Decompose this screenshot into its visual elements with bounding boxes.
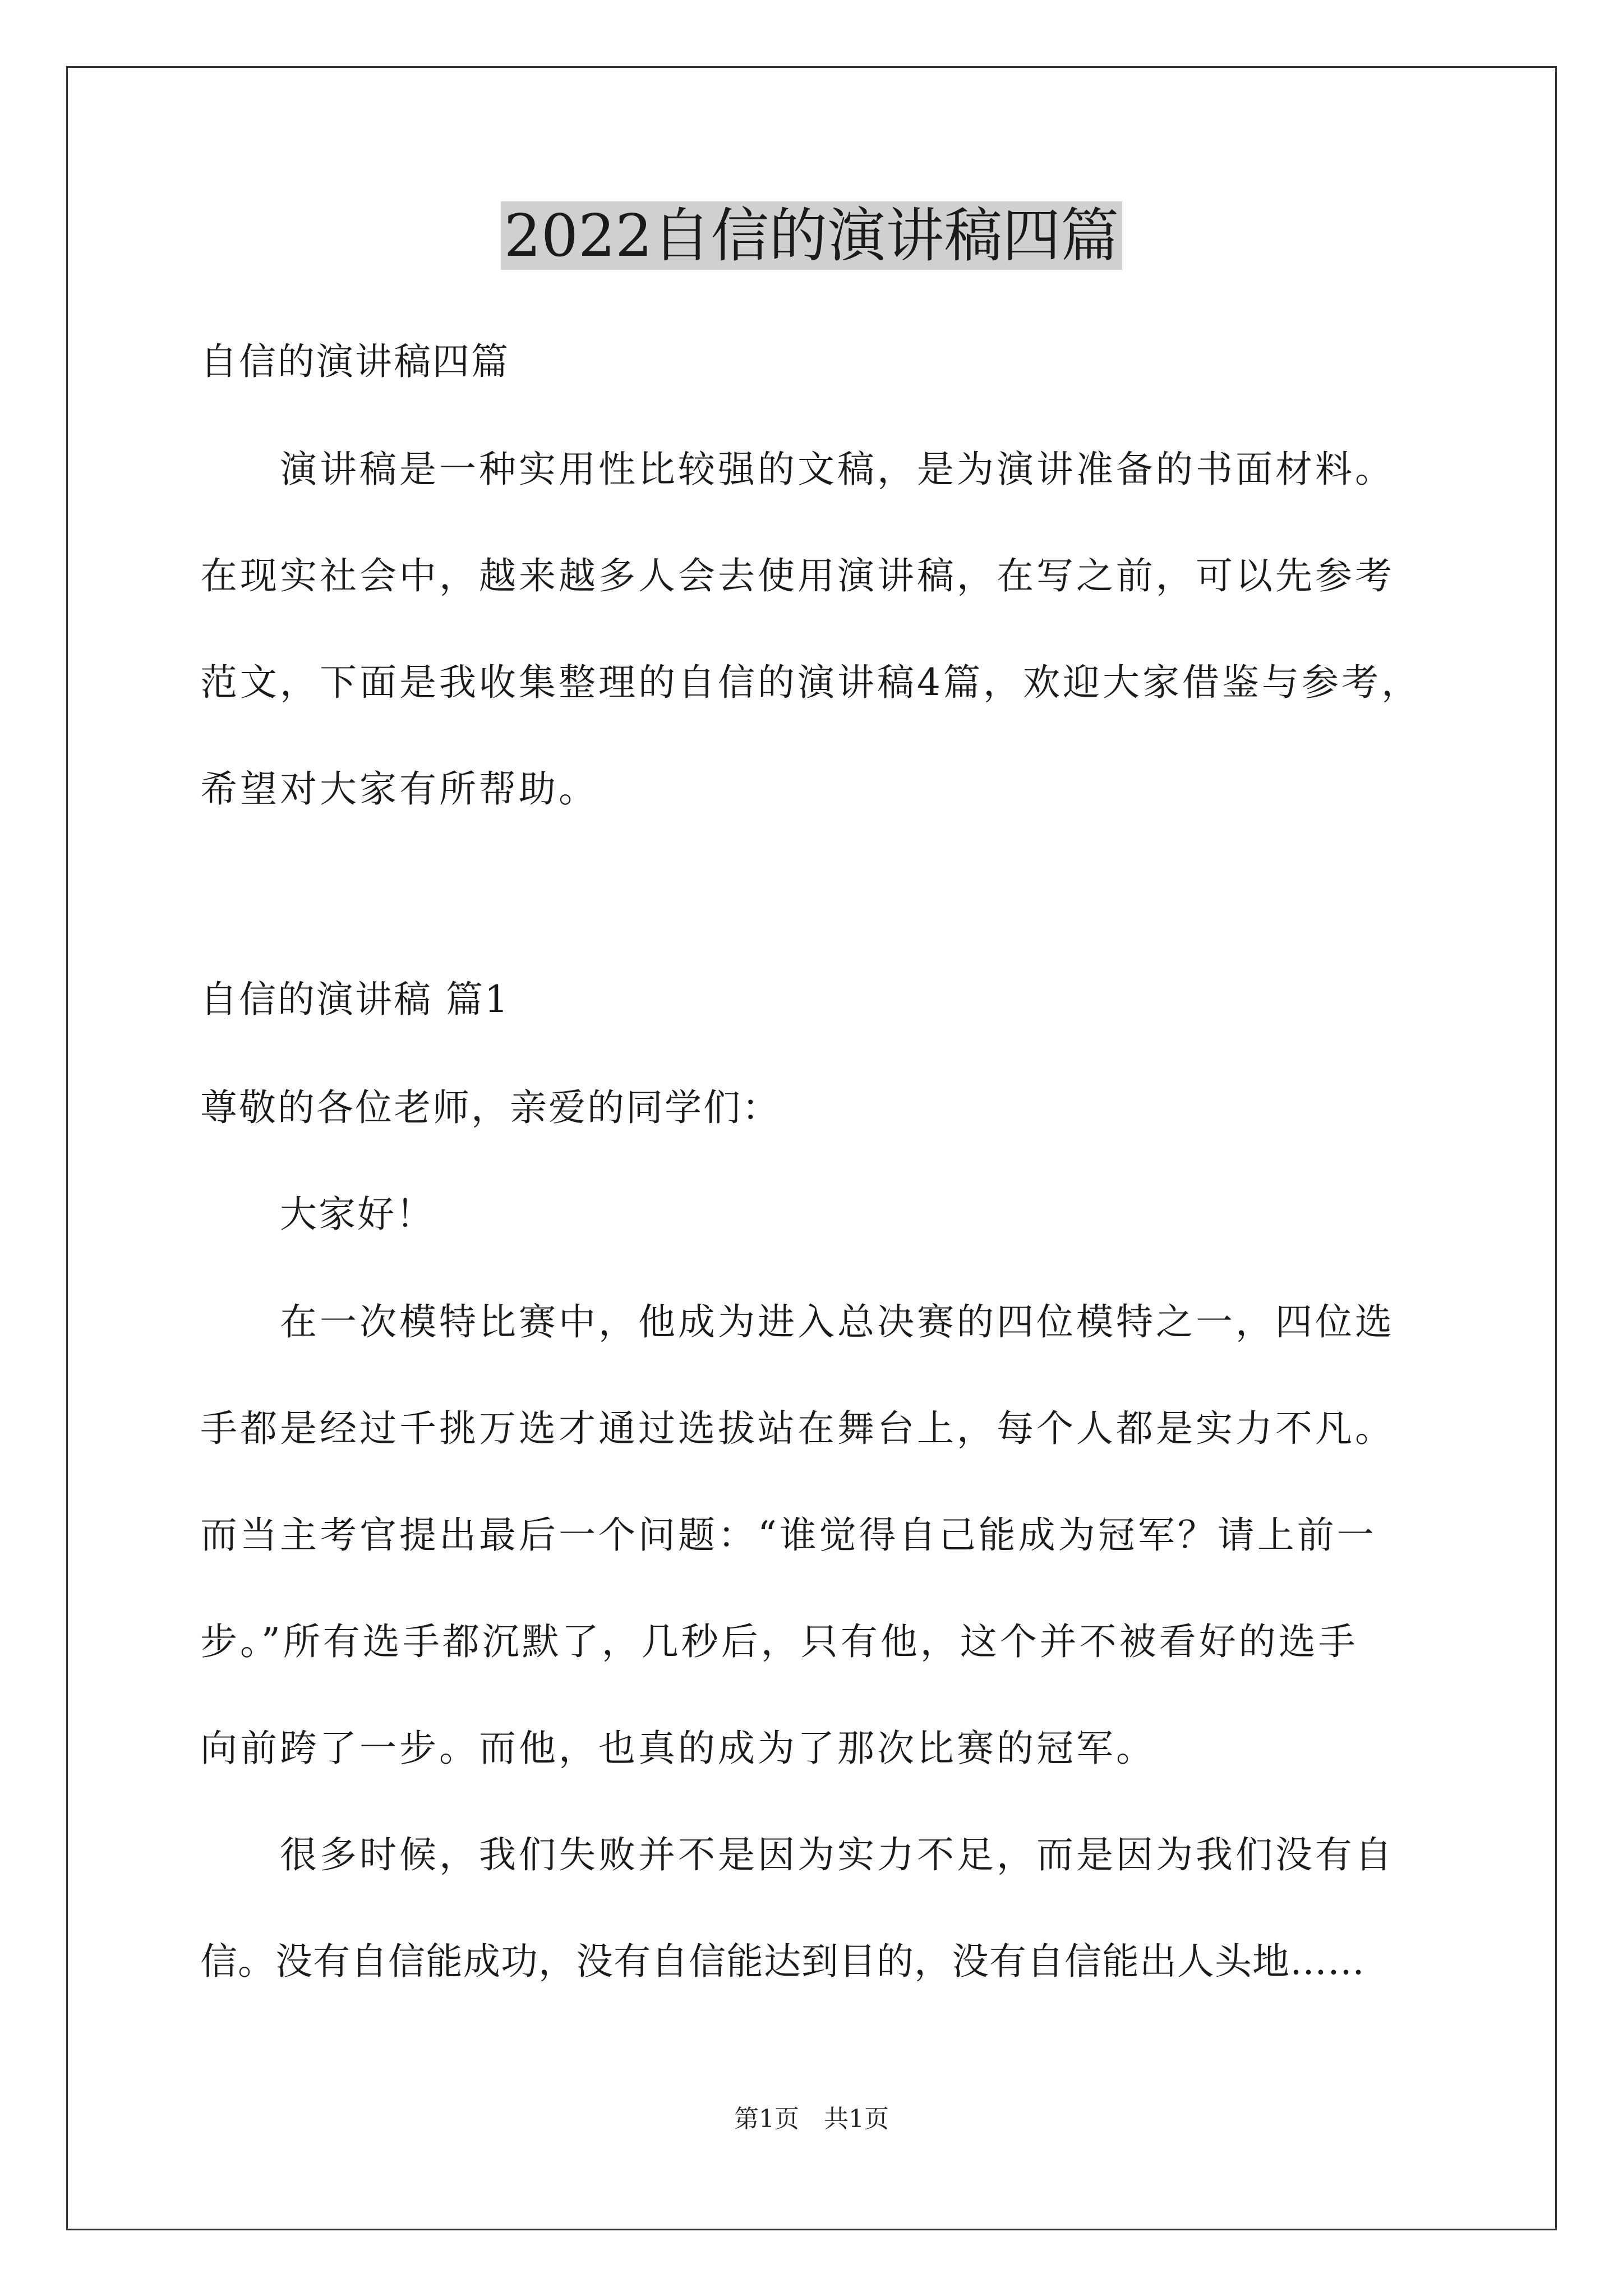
paragraph-line: 很多时候，我们失败并不是因为实力不足，而是因为我们没有自 [280, 1833, 1395, 1876]
intro-line: 在现实社会中，越来越多人会去使用演讲稿，在写之前，可以先参考 [200, 554, 1395, 597]
intro-line: 希望对大家有所帮助。 [200, 767, 598, 811]
document-subtitle: 自信的演讲稿四篇 [200, 340, 510, 383]
intro-line: 范文，下面是我收集整理的自信的演讲稿4篇，欢迎大家借鉴与参考， [200, 661, 1421, 704]
page-footer: 第1页 共1页 [734, 2105, 889, 2133]
paragraph-line: 向前跨了一步。而他，也真的成为了那次比赛的冠军。 [200, 1727, 1156, 1770]
paragraph-line: 信。没有自信能成功，没有自信能达到目的，没有自信能出人头地…… [200, 1940, 1365, 1983]
section1-greeting: 大家好！ [280, 1193, 435, 1236]
section1-paragraph-1 [200, 1297, 1434, 1830]
paragraph-line: 在一次模特比赛中，他成为进入总决赛的四位模特之一，四位选 [280, 1300, 1395, 1343]
paragraph-line: 而当主考官提出最后一个问题：“谁觉得自己能成为冠军？请上前一 [200, 1513, 1377, 1557]
document-title-text: 2022自信的演讲稿四篇 [501, 201, 1123, 270]
section1-salutation: 尊敬的各位老师，亲爱的同学们： [200, 1086, 781, 1129]
paragraph-line: 步。”所有选手都沉默了，几秒后，只有他，这个并不被看好的选手 [200, 1620, 1358, 1663]
intro-line: 演讲稿是一种实用性比较强的文稿，是为演讲准备的书面材料。 [280, 448, 1395, 491]
paragraph-line: 手都是经过千挑万选才通过选拔站在舞台上，每个人都是实力不凡。 [200, 1407, 1395, 1450]
document-title [0, 199, 1623, 272]
section1-paragraph-2 [200, 1830, 1434, 2043]
section1-heading: 自信的演讲稿 篇1 [200, 978, 510, 1021]
intro-paragraph [200, 444, 1434, 871]
